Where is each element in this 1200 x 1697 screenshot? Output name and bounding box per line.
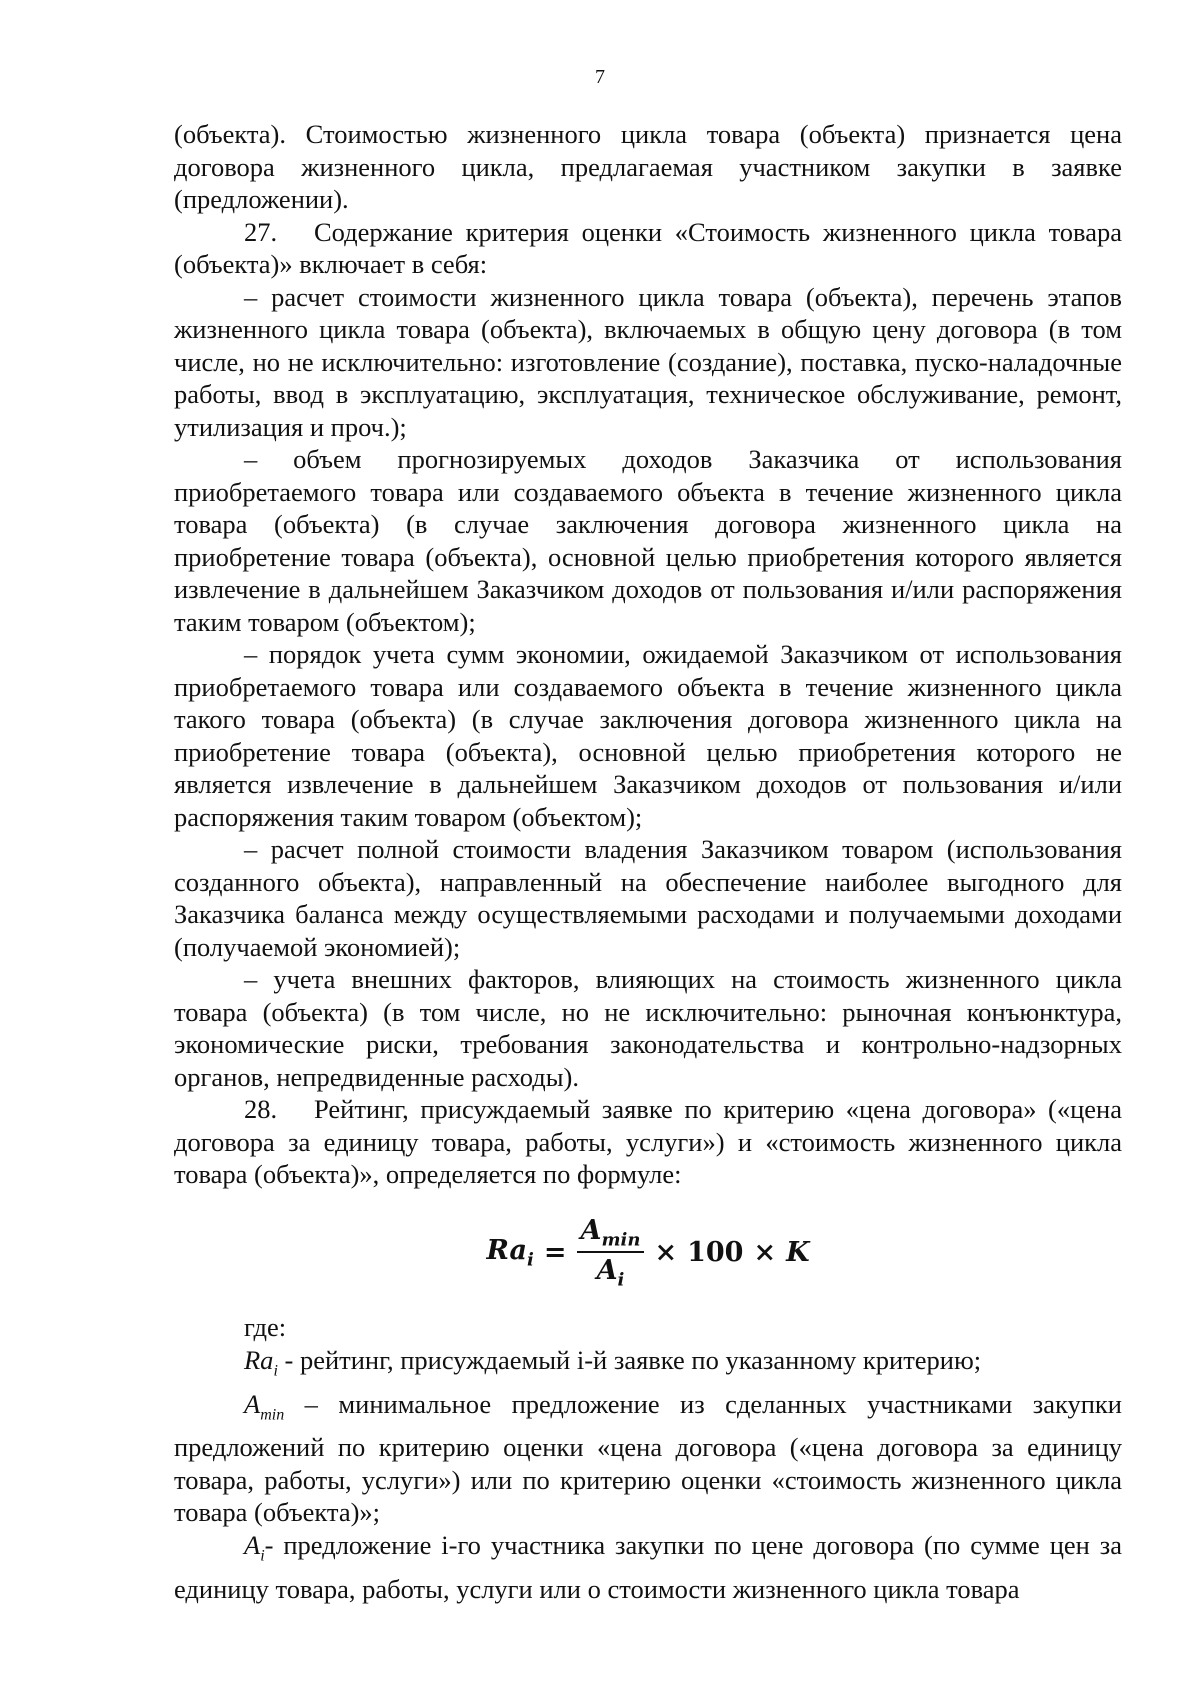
bullet-external-factors: – учета внешних факторов, влияющих на стоимость жизненного цикла товара (объекта) (в том числе, но не исключительно: рыночная конъюнктура, экономические риски, требования законодательства и контрольно-надзорных органов, непредвиденные расходы). — [174, 964, 1122, 1092]
paragraph-27-number: 27. — [244, 216, 278, 247]
paragraph-28-number: 28. — [244, 1094, 278, 1124]
definition-amin: $A_{min}$ – минимальное предложение из сделанных участниками закупки предложений по критерию оценки «цена договора («цена договора за единицу товара, работы, услуги») или по критерию оценки «стоимость жизненного цикла товара (объекта)»; — [174, 1388, 1122, 1528]
formula-lhs: $Ra_i$ — [486, 1234, 534, 1271]
formula-definitions — [174, 1311, 1122, 1605]
paragraph-27-text: Содержание критерия оценки «Стоимость жизненного цикла товара (объекта)» включает в себя: — [174, 216, 1122, 279]
paragraph-28-text: Рейтинг, присуждаемый заявке по критерию «цена договора» («цена договора за единицу товара, работы, услуги») и «стоимость жизненного цикла товара (объекта)», определяется по формуле: — [174, 1094, 1122, 1189]
formula-hundred: 100 — [687, 1237, 744, 1269]
definition-rai: $Ra_i$ - рейтинг, присуждаемый i-й заявке по указанному критерию; — [244, 1344, 982, 1380]
formula-k: K — [786, 1237, 810, 1269]
document-body — [174, 118, 1122, 1605]
bullet-forecast-income: – объем прогнозируемых доходов Заказчика от использования приобретаемого товара или создаваемого объекта в течение жизненного цикла товара (объекта) (в случае заключения договора жизненного цикла на приобретение товара (объекта), основной целью приобретения которого является извлечение в дальнейшем Заказчиком доходов от пользования и/или распоряжения таким товаром (объектом); — [174, 444, 1122, 637]
formula-times-1: × — [654, 1237, 678, 1269]
formula-fraction — [577, 1214, 645, 1291]
bullet-life-cycle-cost-calculation: – расчет стоимости жизненного цикла товара (объекта), перечень этапов жизненного цикла товара (объекта), включаемых в общую цену договора (в том числе, но не исключительно: изготовление (создание), поставка, пуско-наладочные работы, ввод в эксплуатацию, эксплуатация, техническое обслуживание, ремонт, утилизация и проч.); — [174, 281, 1122, 442]
paragraph-27 — [174, 216, 1122, 281]
definition-ai: $A_i-$ предложение i-го участника закупки по цене договора (по сумме цен за единицу товара, работы, услуги или о стоимости жизненного цикла товара — [174, 1529, 1122, 1604]
formula-numerator: $A_{min}$ — [577, 1217, 645, 1253]
formula-denominator: $A_i$ — [596, 1254, 625, 1291]
formula-times-2: × — [753, 1237, 777, 1269]
formula-equals: = — [543, 1237, 567, 1269]
definitions-where: где: — [244, 1312, 287, 1343]
bullet-savings-accounting: – порядок учета сумм экономии, ожидаемой Заказчиком от использования приобретаемого товара или создаваемого объекта в течение жизненного цикла такого товара (объекта) (в случае заключения договора жизненного цикла на приобретение товара (объекта), основной целью приобретения которого не является извлечение в дальнейшем Заказчиком доходов от пользования и/или распоряжения таким товаром (объектом); — [174, 639, 1122, 832]
rating-formula — [174, 1214, 1122, 1291]
paragraph-28 — [174, 1093, 1122, 1191]
page-number: 7 — [595, 66, 605, 88]
paragraph-continuation: (объекта). Стоимостью жизненного цикла товара (объекта) признается цена договора жизненного цикла, предлагаемая участником закупки в заявке (предложении). — [174, 119, 1122, 214]
bullet-total-ownership-cost: – расчет полной стоимости владения Заказчиком товаром (использования созданного объекта), направленный на обеспечение наиболее выгодного для Заказчика баланса между осуществляемыми расходами и получаемыми доходами (получаемой экономией); — [174, 834, 1122, 962]
